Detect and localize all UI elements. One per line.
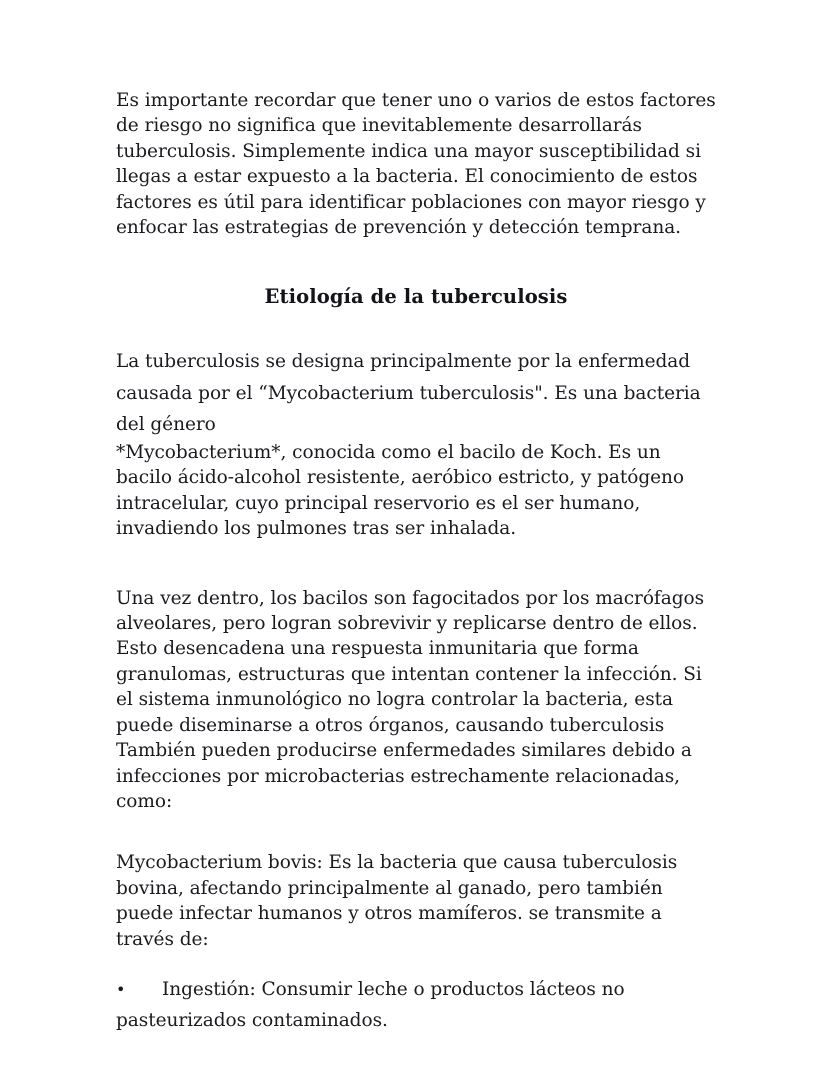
section-heading-etiologia: Etiología de la tuberculosis (264, 285, 568, 309)
paragraph-etiologia-detail: *Mycobacterium*, conocida como el bacilo de Koch. Es un bacilo ácido-alcohol resistente, aeróbico estricto, y patógeno intracelular, cuyo principal reservorio es el ser humano, invadiendo los pulmones tras ser inhalada. (116, 442, 685, 540)
spacer (116, 310, 716, 346)
list-item-ingestion (116, 974, 716, 1036)
paragraph-mycobacterium-bovis: Mycobacterium bovis: Es la bacteria que causa tuberculosis bovina, afectando principalmente al ganado, pero también puede infectar humanos y otros mamíferos. se transmite a través de: (116, 852, 678, 950)
list-item-text: Ingestión: Consumir leche o productos lácteos no pasteurizados contaminados. (116, 978, 625, 1032)
bullet-marker-icon: • (116, 979, 126, 999)
paragraph-risk-factors: Es importante recordar que tener uno o varios de estos factores de riesgo no significa que inevitablemente desarrollarás tuberculosis. Simplemente indica una mayor susceptibilidad si llegas a estar expuesto a la bacteria. El conocimiento de estos factores es útil para identificar poblaciones con mayor riesgo y enfocar las estrategias de prevención y detección temprana. (116, 90, 716, 239)
paragraph-patogenia: Una vez dentro, los bacilos son fagocitados por los macrófagos alveolares, pero logran sobrevivir y replicarse dentro de ellos. Esto desencadena una respuesta inmunitaria que forma granulomas, estructuras que intentan contener la infección. Si el sistema inmunológico no logra controlar la bacteria, esta puede diseminarse a otros órganos, causando tuberculosis También pueden producirse enfermedades similares debido a infecciones por microbacterias estrechamente relacionadas, como: (116, 587, 705, 812)
paragraph-etiologia-intro: La tuberculosis se designa principalmente por la enfermedad causada por el “Mycobacterium tuberculosis". Es una bacteria del género (116, 351, 701, 435)
spacer (116, 542, 716, 586)
document-content (116, 88, 716, 1036)
spacer (116, 814, 716, 850)
spacer (116, 240, 716, 284)
spacer (116, 952, 716, 974)
